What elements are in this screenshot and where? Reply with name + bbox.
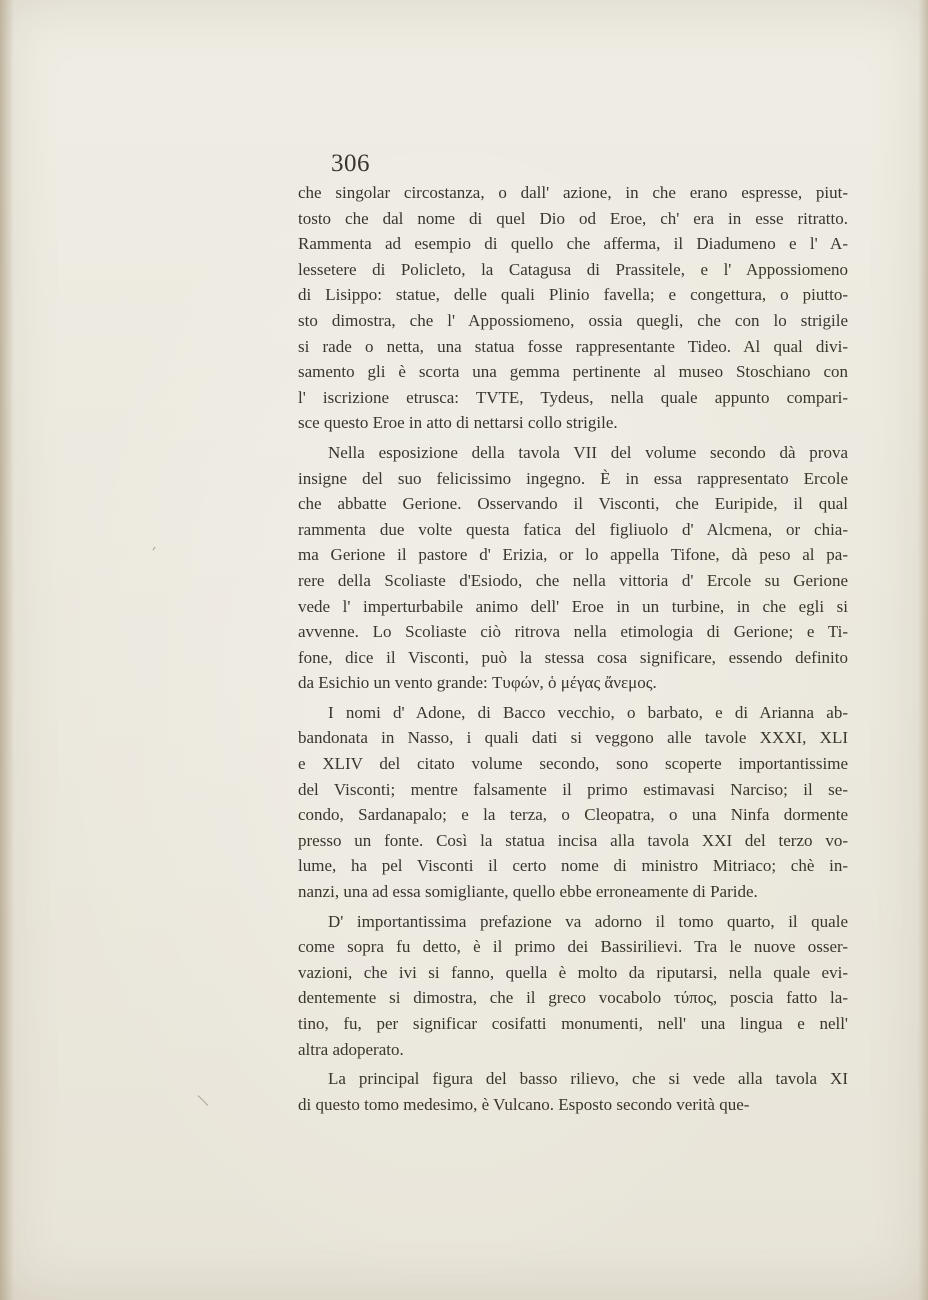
text-line: Nella esposizione della tavola VII del volume secondo dà prova (328, 442, 848, 462)
text-line: fone, dice il Visconti, può la stessa cosa significare, essendo definito (298, 647, 848, 667)
text-line: sce questo Eroe in atto di nettarsi collo strigile. (298, 413, 618, 433)
text-line: da Esichio un vento grande: Τυφών, ὁ μέγας ἄνεμος. (298, 673, 657, 693)
text-line: di questo tomo medesimo, è Vulcano. Esposto secondo verità que- (298, 1094, 750, 1114)
text-line: samento gli è scorta una gemma pertinente al museo Stoschiano con (298, 362, 848, 382)
text-line: e XLIV del citato volume secondo, sono scoperte importantissime (298, 754, 848, 774)
paragraph (298, 700, 848, 905)
text-line: Rammenta ad esempio di quello che afferma, il Diadumeno e l' A- (298, 234, 848, 254)
text-line: nanzi, una ad essa somigliante, quello ebbe erroneamente di Paride. (298, 882, 758, 902)
paragraph (298, 440, 848, 696)
text-line: che abbatte Gerione. Osservando il Visconti, che Euripide, il qual (298, 494, 848, 514)
text-line: sto dimostra, che l' Appossiomeno, ossia quegli, che con lo strigile (298, 310, 848, 330)
text-line: rere della Scoliaste d'Esiodo, che nella vittoria d' Ercole su Gerione (298, 570, 848, 590)
text-line: tosto che dal nome di quel Dio od Eroe, ch' era in esse ritratto. (298, 208, 848, 228)
paragraph (298, 180, 848, 436)
paragraph (298, 909, 848, 1063)
text-line: D' importantissima prefazione va adorno il tomo quarto, il quale (328, 911, 848, 931)
text-line: come sopra fu detto, è il primo dei Bassirilievi. Tra le nuove osser- (298, 937, 848, 957)
page-edge-shadow-right (918, 0, 928, 1300)
text-line: lessetere di Policleto, la Catagusa di Prassitele, e l' Appossiomeno (298, 259, 848, 279)
page-number: 306 (331, 150, 370, 177)
text-line: ma Gerione il pastore d' Erizia, or lo appella Tifone, dà peso al pa- (298, 545, 848, 565)
text-line: I nomi d' Adone, di Bacco vecchio, o barbato, e di Arianna ab- (328, 702, 848, 722)
text-line: presso un fonte. Così la statua incisa alla tavola XXI del terzo vo- (298, 830, 848, 850)
text-line: La principal figura del basso rilievo, che si vede alla tavola XI (328, 1069, 848, 1089)
text-line: dentemente si dimostra, che il greco vocabolo τύπος, poscia fatto la- (298, 988, 848, 1008)
text-line: lume, ha pel Visconti il certo nome di ministro Mitriaco; chè in- (298, 856, 848, 876)
text-line: del Visconti; mentre falsamente il primo estimavasi Narciso; il se- (298, 779, 848, 799)
text-line: altra adoperato. (298, 1039, 404, 1059)
text-line: vede l' imperturbabile animo dell' Eroe in un turbine, in che egli si (298, 596, 848, 616)
paragraph (298, 1066, 848, 1117)
text-line: l' iscrizione etrusca: TVTE, Tydeus, nella quale appunto compari- (298, 387, 848, 407)
text-line: avvenne. Lo Scoliaste ciò ritrova nella etimologia di Gerione; e Ti- (298, 622, 848, 642)
text-line: bandonata in Nasso, i quali dati si veggono alle tavole XXXI, XLI (298, 728, 848, 748)
text-line: che singolar circostanza, o dall' azione, in che erano espresse, piut- (298, 183, 848, 202)
pencil-mark (198, 1095, 209, 1106)
text-line: condo, Sardanapalo; e la terza, o Cleopatra, o una Ninfa dormente (298, 805, 848, 825)
pencil-mark (153, 547, 156, 551)
text-line: vazioni, che ivi si fanno, quella è molto da riputarsi, nella quale evi- (298, 962, 848, 982)
text-line: tino, fu, per significar cosifatti monumenti, nell' una lingua e nell' (298, 1014, 848, 1033)
text-line: insigne del suo felicissimo ingegno. È in essa rappresentato Ercole (298, 468, 848, 488)
text-line: rammenta due volte questa fatica del figliuolo d' Alcmena, or chia- (298, 519, 848, 539)
page-edge-shadow-left (0, 0, 14, 1300)
body-text (298, 180, 848, 1117)
text-line: di Lisippo: statue, delle quali Plinio favella; e congettura, o piutto- (298, 285, 848, 305)
text-line: si rade o netta, una statua fosse rappresentante Tideo. Al qual divi- (298, 336, 848, 356)
